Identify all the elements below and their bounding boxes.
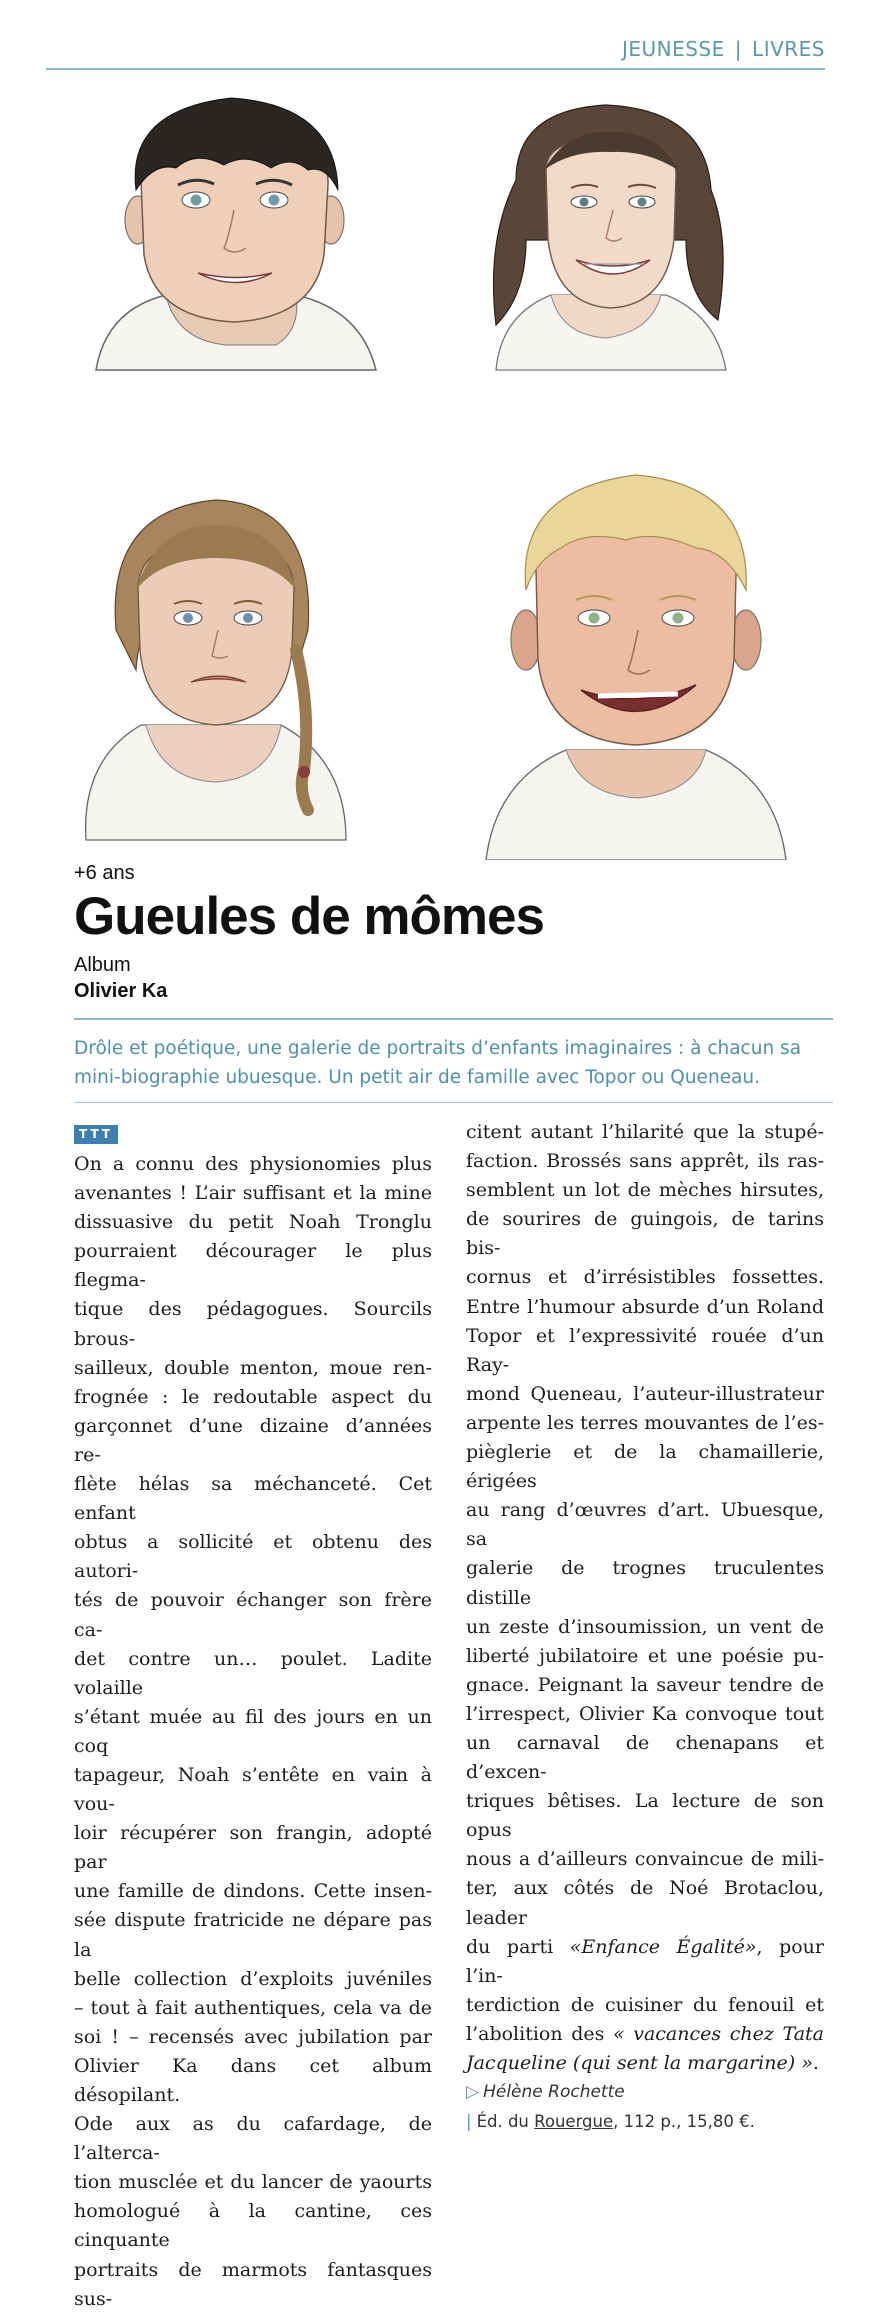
section-label: JEUNESSE xyxy=(621,37,725,61)
body-line: au rang d’œuvres d’art. Ubuesque, sa xyxy=(466,1499,824,1551)
body-line: Topor et l’expressivité rouée d’un Ray- xyxy=(466,1324,824,1376)
body-line: det contre un… poulet. Ladite volaille xyxy=(74,1647,432,1699)
book-author: Olivier Ka xyxy=(74,980,168,1002)
edition-info xyxy=(466,2107,824,2136)
body-column-left xyxy=(74,1118,432,2314)
body-line: pourraient décourager le plus flegma- xyxy=(74,1240,432,1292)
body-line xyxy=(466,2049,824,2078)
edition-prefix: Éd. du xyxy=(476,2112,535,2132)
body-line: On a connu des physionomies plus xyxy=(74,1153,432,1175)
body-line: Ode aux as du cafardage, de l’alterca- xyxy=(74,2113,432,2165)
body-line: obtus a sollicité et obtenu des autori- xyxy=(74,1531,432,1583)
publisher-link[interactable]: Rouergue xyxy=(534,2112,614,2132)
body-line: liberté jubilatoire et une poésie pu- xyxy=(466,1644,824,1667)
book-kind: Album xyxy=(74,954,131,976)
body-line: un zeste d’insoumission, un vent de xyxy=(466,1615,824,1638)
rating-badge: TTT xyxy=(74,1125,118,1144)
body-line: sée dispute fratricide ne dépare pas la xyxy=(74,1909,432,1961)
body-line: frognée : le redoutable aspect du xyxy=(74,1385,432,1408)
body-text: du parti xyxy=(466,1935,570,1958)
body-line: avenantes ! L’air suffisant et la mine xyxy=(74,1182,432,1205)
body-line: sailleux, double menton, moue ren- xyxy=(74,1356,432,1379)
divider xyxy=(74,1102,833,1103)
body-line: tion musclée et du lancer de yaourts xyxy=(74,2171,432,2194)
age-range: +6 ans xyxy=(74,862,135,884)
body-line: homologué à la cantine, ces cinquante xyxy=(74,2200,432,2252)
body-line: belle collection d’exploits juvéniles xyxy=(74,1967,432,1990)
body-line: de sourires de guingois, de tarins bis- xyxy=(466,1208,824,1260)
portrait-girl-curly-hair xyxy=(494,105,727,370)
body-line: dissuasive du petit Noah Tronglu xyxy=(74,1211,432,1234)
body-line: citent autant l’hilarité que la stupé- xyxy=(466,1121,824,1143)
quote-text: « vacances chez Tata xyxy=(612,2022,824,2045)
body-line: ter, aux côtés de Noé Brotaclou, leader xyxy=(466,1877,824,1929)
edition-details: , 112 p., 15,80 €. xyxy=(613,2112,755,2132)
body-line: triques bêtises. La lecture de son opus xyxy=(466,1790,824,1842)
edition-bar: | xyxy=(466,2112,472,2132)
body-line: galerie de trognes truculentes distille xyxy=(466,1557,824,1609)
body-line: soi ! – recensés avec jubilation par xyxy=(74,2025,432,2048)
body-line: un carnaval de chenapans et d’excen- xyxy=(466,1731,824,1784)
category-label: LIVRES xyxy=(752,37,825,61)
body-line: – tout à fait authentiques, cela va de xyxy=(74,1996,432,2019)
portrait-boy-dark-hair xyxy=(96,98,376,370)
body-text: , pour l’in- xyxy=(466,1935,825,1987)
body-line: tapageur, Noah s’entête en vain à vou- xyxy=(74,1763,432,1816)
body-text: . xyxy=(812,2052,819,2074)
body-line: garçonnet d’une dizaine d’années re- xyxy=(74,1414,432,1466)
body-line: l’irrespect, Olivier Ka convoque tout xyxy=(466,1702,824,1725)
body-line: pièglerie et de la chamaillerie, érigées xyxy=(466,1441,824,1493)
body-line: portraits de marmots fantasques sus- xyxy=(74,2258,432,2310)
body-line: tés de pouvoir échanger son frère ca- xyxy=(74,1589,432,1641)
body-line xyxy=(466,1933,824,1991)
party-name: «Enfance Égalité» xyxy=(569,1935,757,1958)
body-line: Entre l’humour absurde d’un Roland xyxy=(466,1295,824,1318)
section-separator: | xyxy=(734,37,743,61)
body-line: faction. Brossés sans apprêt, ils ras- xyxy=(466,1150,824,1173)
signature xyxy=(466,2078,824,2107)
body-line: flète hélas sa méchanceté. Cet enfant xyxy=(74,1473,432,1525)
body-line: gnace. Peignant la saveur tendre de xyxy=(466,1673,824,1696)
body-line: nous a d’ailleurs convaincue de mili- xyxy=(466,1848,824,1871)
divider xyxy=(74,1018,833,1020)
play-triangle-icon: ▷ xyxy=(466,2082,480,2103)
body-line: terdiction de cuisiner du fenouil et xyxy=(466,1993,824,2016)
body-line: Olivier Ka dans cet album désopilant. xyxy=(74,2054,432,2106)
body-line: une famille de dindons. Cette insen- xyxy=(74,1880,432,1903)
portrait-girl-braid xyxy=(86,500,346,840)
book-title: Gueules de mômes xyxy=(74,887,545,946)
body-line xyxy=(466,2020,824,2049)
body-line: loir récupérer son frangin, adopté par xyxy=(74,1822,432,1874)
body-line: semblent un lot de mèches hirsutes, xyxy=(466,1179,824,1202)
body-column-right xyxy=(466,1118,824,2136)
body-line: arpente les terres mouvantes de l’es- xyxy=(466,1411,824,1434)
body-line: tique des pédagogues. Sourcils brous- xyxy=(74,1298,432,1350)
section-header xyxy=(46,30,825,70)
body-line: s’étant muée au fil des jours en un coq xyxy=(74,1705,432,1757)
children-portraits-illustration xyxy=(46,70,826,860)
quote-text: Jacqueline (qui sent la margarine) » xyxy=(466,2052,813,2074)
reviewer-name: Hélène Rochette xyxy=(483,2082,625,2103)
portrait-boy-blond-smiling xyxy=(486,475,786,860)
body-line: cornus et d’irrésistibles fossettes. xyxy=(466,1266,824,1289)
body-line: mond Queneau, l’auteur-illustrateur xyxy=(466,1382,824,1405)
body-text: l’abolition des xyxy=(466,2022,613,2045)
lead-summary: Drôle et poétique, une galerie de portraits d’enfants imaginaires : à chacun sa mini-biographie ubuesque. Un petit air de famille avec Topor ou Queneau. xyxy=(74,1038,802,1088)
